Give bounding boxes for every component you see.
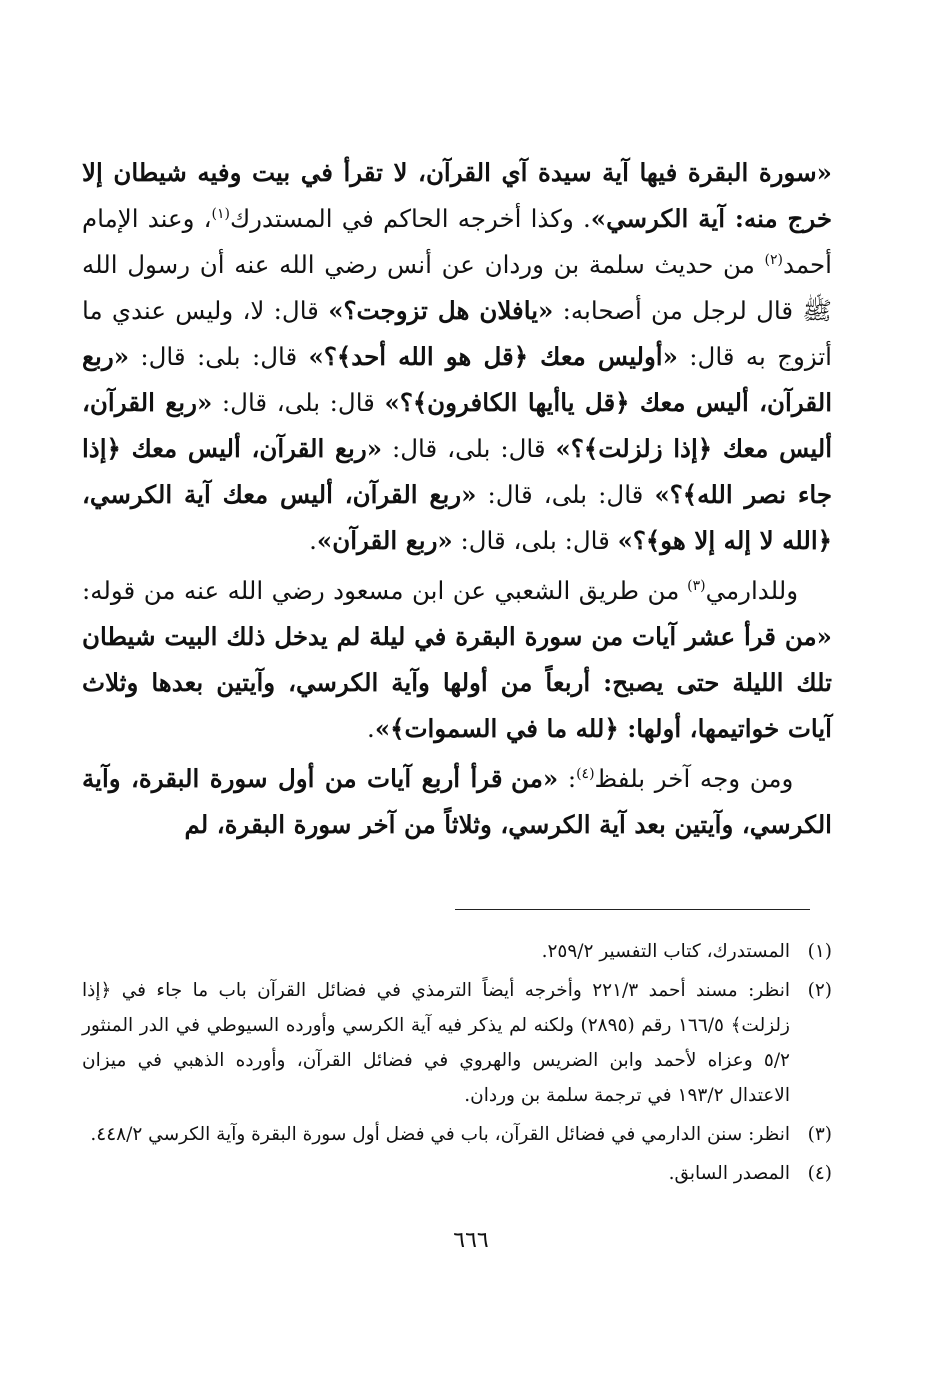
- quote-text: «من قرأ أربع آيات من أول سورة البقرة، وآية الكرسي، وآيتين بعد آية الكرسي، وثلاثاً من آخر سورة البقرة، لم: [82, 764, 832, 839]
- footnote-3: [82, 1117, 832, 1152]
- body-text: وللدارمي: [705, 576, 799, 605]
- footnote-number: (١): [807, 941, 832, 962]
- quote-text: «أوليس معك ﴿قل هو الله أحد﴾؟»: [308, 342, 678, 371]
- footnote-2: [82, 973, 832, 1113]
- paragraph-1: [82, 150, 832, 564]
- quote-text: «ربع القرآن»: [316, 526, 453, 555]
- footnote-ref-3: (٣): [687, 577, 706, 594]
- main-text: [82, 150, 832, 848]
- footnote-number: (٢): [807, 980, 832, 1001]
- quote-text: «من قرأ عشر آيات من سورة البقرة في ليلة لم يدخل ذلك البيت شيطان تلك الليلة حتى يصبح: أربعاً من أولها وآية الكرسي، وآيتين بعدها وثلاث آيات خواتيمها، أولها: ﴿لله ما في السموات﴾»: [82, 622, 832, 743]
- footnote-text: انظر: مسند أحمد ٢٢١/٣ وأخرجه أيضاً الترمذي في فضائل القرآن باب ما جاء في ﴿إذا زلزلت﴾ ١٦٦/٥ رقم (٢٨٩٥) ولكنه لم يذكر فيه آية الكرسي وأورده السيوطي في الدر المنثور ٥/٢ وعزاه لأحمد وابن الضريس والهروي في فضائل القرآن، وأورده الذهبي في ميزان الاعتدال ١٩٣/٢ في ترجمة سلمة بن وردان.: [82, 980, 790, 1106]
- body-text: :: [558, 764, 577, 793]
- footnote-number: (٤): [807, 1163, 832, 1184]
- body-text: قال: بلى، قال:: [382, 434, 556, 463]
- footnote-separator: [455, 909, 810, 910]
- footnote-text: المصدر السابق.: [668, 1163, 790, 1184]
- footnote-number: (٣): [807, 1124, 832, 1145]
- body-text: من حديث سلمة بن وردان عن أنس رضي الله عنه أن رسول الله ﷺ قال لرجل من أصحابه:: [82, 250, 832, 325]
- footnote-text: انظر: سنن الدارمي في فضائل القرآن، باب في فضل أول سورة البقرة وآية الكرسي ٤٤٨/٢.: [90, 1124, 790, 1145]
- quote-text: «ربع القرآن، أليس معك ﴿قل ياأيها الكافرون﴾؟»: [82, 342, 833, 417]
- quote-text: «ربع القرآن، أليس معك ﴿إذا جاء نصر الله﴾؟»: [82, 434, 833, 509]
- footnote-ref-1: (١): [211, 205, 230, 222]
- body-text: .: [367, 714, 375, 743]
- quote-text: «سورة البقرة فيها آية سيدة آي القرآن، لا تقرأ في بيت وفيه شيطان إلا خرج منه: آية الكرسي»: [82, 158, 832, 233]
- footnote-4: [82, 1156, 832, 1191]
- body-text: ومن وجه آخر بلفظ: [594, 764, 794, 793]
- paragraph-3: [82, 756, 832, 848]
- page-number: ٦٦٦: [453, 1228, 489, 1253]
- quote-text: «يافلان هل تزوجت؟»: [328, 296, 554, 325]
- body-text: قال: بلى، قال:: [212, 388, 385, 417]
- quote-text: «ربع القرآن، أليس معك ﴿إذا زلزلت﴾؟»: [82, 388, 832, 463]
- footnote-1: [82, 934, 832, 969]
- footnote-ref-2: (٢): [764, 251, 784, 268]
- footnotes: [82, 934, 832, 1195]
- body-text: . وكذا أخرجه الحاكم في المستدرك: [229, 204, 591, 233]
- body-text: من طريق الشعبي عن ابن مسعود رضي الله عنه من قوله:: [82, 576, 688, 605]
- body-text: قال: بلى، قال:: [476, 480, 655, 509]
- body-text: قال: لا، وليس عندي ما أتزوج به قال:: [82, 296, 832, 371]
- body-text: .: [309, 526, 317, 555]
- body-text: ، وعند الإمام أحمد: [82, 204, 832, 279]
- footnote-text: المستدرك، كتاب التفسير ٢٥٩/٢.: [541, 941, 790, 962]
- body-text: قال: بلى، قال:: [452, 526, 618, 555]
- paragraph-2: [82, 568, 832, 752]
- footnote-ref-4: (٤): [576, 765, 595, 782]
- body-text: قال: بلى: قال:: [129, 342, 309, 371]
- quote-text: «ربع القرآن، أليس معك آية الكرسي، ﴿الله لا إله إلا هو﴾؟»: [82, 480, 832, 555]
